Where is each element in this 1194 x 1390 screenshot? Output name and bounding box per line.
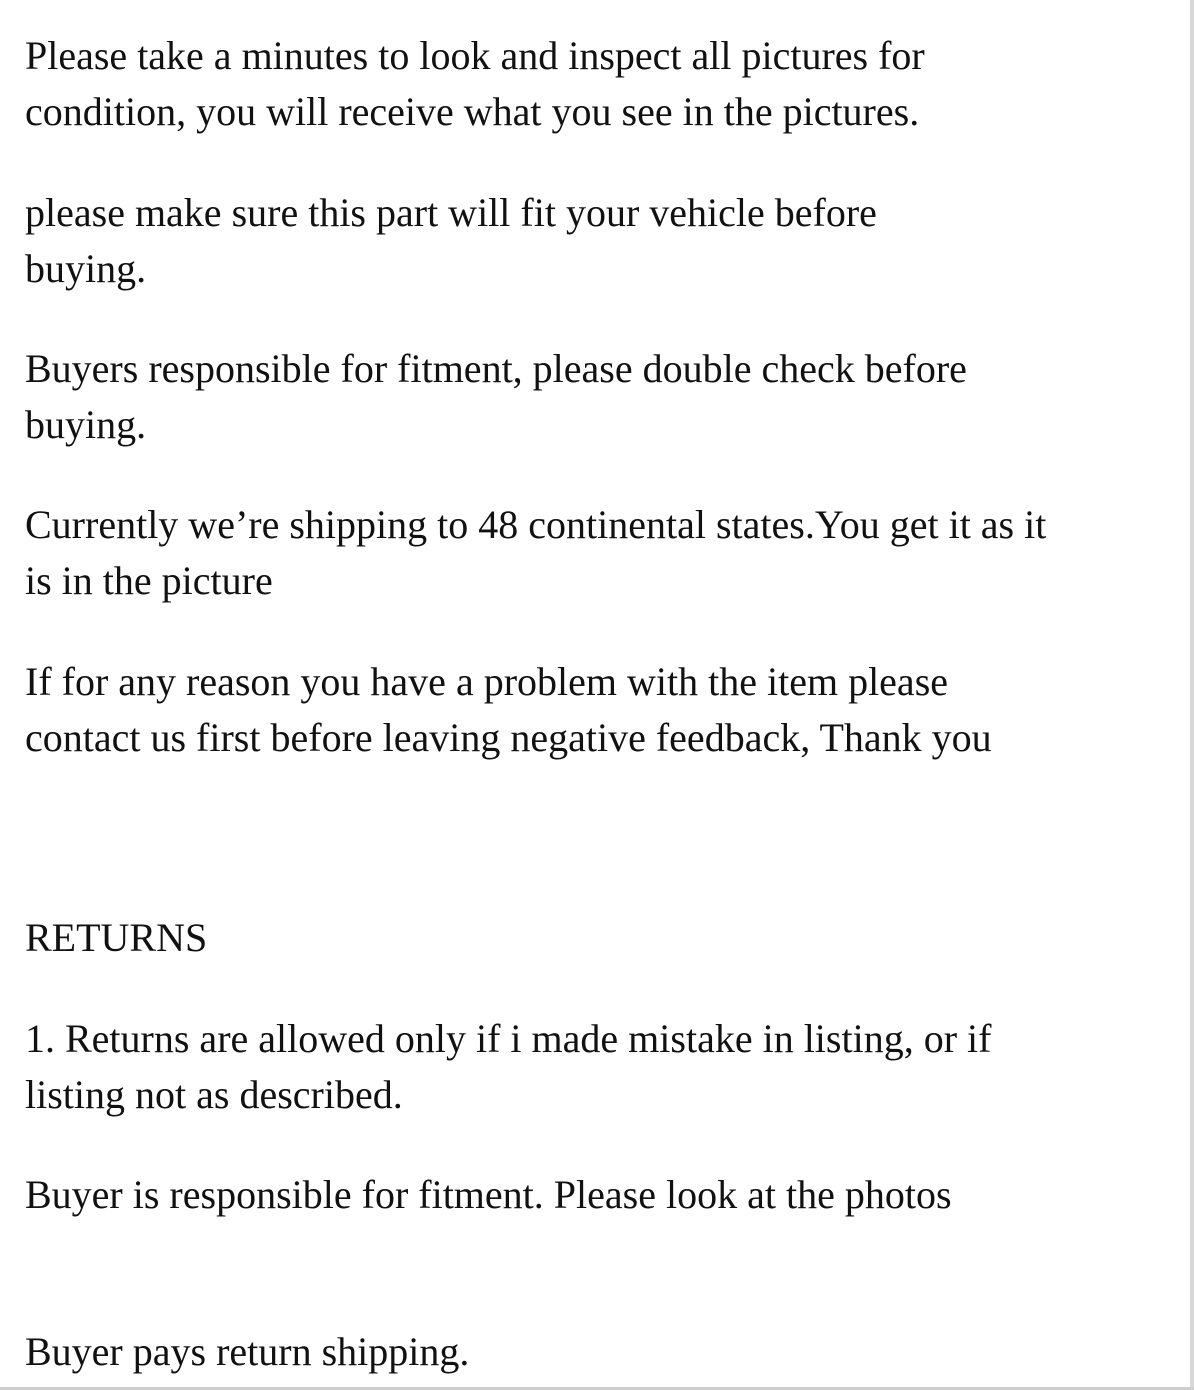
text-line: condition, you will receive what you see in the pictures.	[25, 89, 920, 134]
right-border-line	[1190, 0, 1194, 1390]
returns-rule-fitment	[25, 1167, 952, 1223]
returns-heading	[25, 910, 207, 966]
text-line: please make sure this part will fit your vehicle before	[25, 190, 877, 235]
text-line: 1. Returns are allowed only if i made mistake in listing, or if	[25, 1016, 992, 1061]
paragraph-contact-first	[25, 654, 992, 766]
paragraph-shipping-states	[25, 497, 1046, 609]
text-line: Buyers responsible for fitment, please double check before	[25, 346, 967, 391]
text-line: Please take a minutes to look and inspect all pictures for	[25, 33, 925, 78]
text-line: Currently we’re shipping to 48 continental states.You get it as it	[25, 502, 1047, 547]
text-line: listing not as described.	[25, 1072, 403, 1117]
paragraph-buyer-fitment	[25, 341, 967, 453]
paragraph-inspect-pictures	[25, 28, 925, 140]
paragraph-fit-vehicle	[25, 185, 877, 297]
text-line: buying.	[25, 246, 147, 291]
returns-heading-text: RETURNS	[25, 915, 208, 960]
text-line: If for any reason you have a problem with the item please	[25, 659, 949, 704]
text-line: is in the picture	[25, 558, 273, 603]
text-line: buying.	[25, 402, 147, 447]
text-line: contact us first before leaving negative feedback, Thank you	[25, 715, 992, 760]
returns-rule-mistake	[25, 1011, 991, 1123]
text-line: Buyer pays return shipping.	[25, 1329, 470, 1374]
text-line: Buyer is responsible for fitment. Please look at the photos	[25, 1172, 952, 1217]
returns-rule-shipping	[25, 1324, 469, 1380]
